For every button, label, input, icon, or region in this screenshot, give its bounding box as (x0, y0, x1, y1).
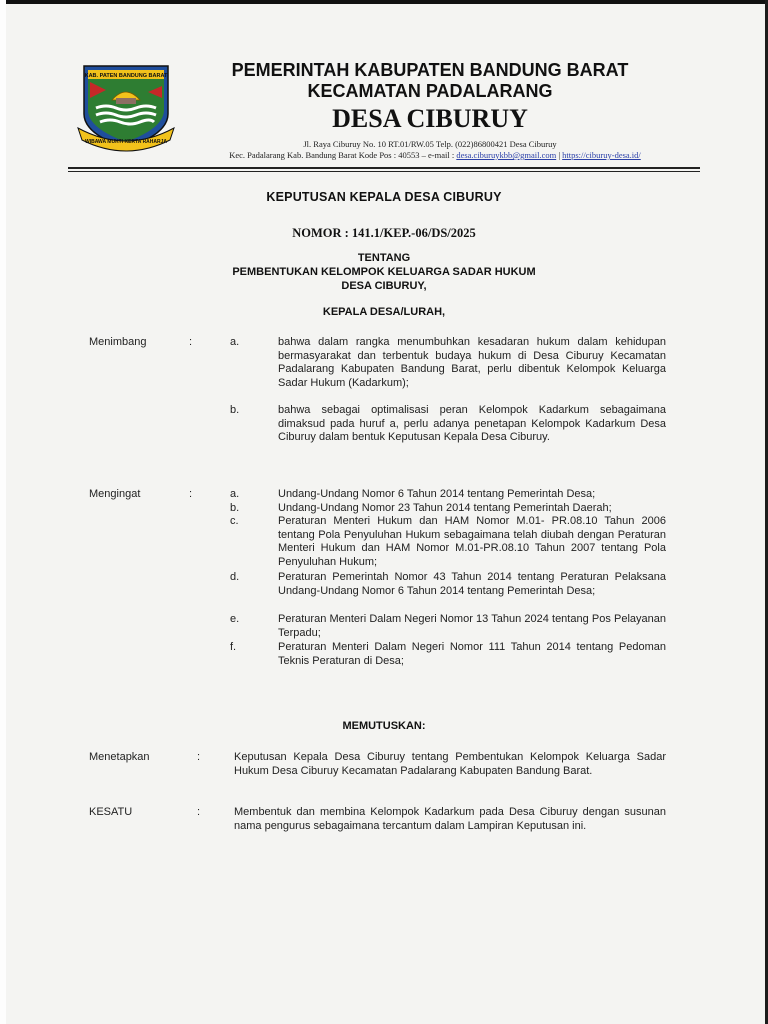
website-link[interactable]: https://ciburuy-desa.id/ (562, 150, 641, 160)
mengingat-mark-f: f. (230, 641, 237, 653)
mengingat-mark-a: a. (230, 488, 240, 500)
mengingat-mark-b: b. (230, 502, 240, 514)
mengingat-item-d: Peraturan Pemerintah Nomor 43 Tahun 2014 tentang Peraturan Pelaksana Undang-Undang Nomor 6 Tahun 2014 tentang Pemerintah Desa; (278, 571, 666, 597)
subject-line-2: DESA CIBURUY, (341, 280, 427, 292)
kesatu-label: KESATU (89, 806, 133, 818)
menimbang-mark-a: a. (230, 336, 240, 348)
decree-subject (100, 251, 668, 293)
kesatu-colon: : (197, 806, 201, 818)
address-line-1: Jl. Raya Ciburuy No. 10 RT.01/RW.05 Telp. (022)86800421 Desa Ciburuy (303, 139, 557, 149)
district-name: KECAMATAN PADALARANG (307, 81, 553, 101)
mengingat-item-c: Peraturan Menteri Hukum dan HAM Nomor M.01- PR.08.10 Tahun 2006 tentang Pola Penyuluhan Hukum sebagaimana telah diubah dengan Peraturan Menteri Hukum dan HAM Nomor M.01-PR.08.10 Tahun 2007 tentang Pola Penyuluhan Hukum; (278, 515, 666, 568)
letterhead-rule-thin (68, 171, 700, 172)
letterhead-rule-thick (68, 167, 700, 169)
menimbang-item-a: bahwa dalam rangka menumbuhkan kesadaran hukum dalam kehidupan bermasyarakat dan terbentuk budaya hukum di Desa Ciburuy Kecamatan Padalarang Kabupaten Bandung Barat, perlu dibentuk Kelompok Keluarga Sadar Hukum (Kadarkum); (278, 336, 666, 389)
logo-banner-text: WIBAWA MUKTI KERTA RAHARJA (84, 139, 168, 145)
scan-left-edge (0, 0, 6, 1024)
mengingat-item-a: Undang-Undang Nomor 6 Tahun 2014 tentang Pemerintah Desa; (278, 488, 596, 500)
menetapkan-label: Menetapkan (89, 751, 150, 763)
scan-top-edge (0, 0, 768, 4)
emblem-icon (76, 62, 176, 154)
link-separator: | (556, 150, 563, 160)
address-prefix: Kec. Padalarang Kab. Bandung Barat Kode Pos : 40553 – e-mail : (229, 150, 457, 160)
decree-number: NOMOR : 141.1/KEP.-06/DS/2025 (292, 226, 476, 240)
address-line-2 (180, 150, 690, 160)
tentang-label: TENTANG (357, 252, 411, 264)
menetapkan-text: Keputusan Kepala Desa Ciburuy tentang Pembentukan Kelompok Keluarga Sadar Hukum Desa Ciburuy Kecamatan Padalarang Kabupaten Bandung Barat. (234, 751, 666, 777)
village-name: DESA CIBURUY (332, 104, 528, 133)
menetapkan-colon: : (197, 751, 201, 763)
regency-emblem-logo (76, 62, 176, 154)
mengingat-mark-d: d. (230, 571, 240, 583)
official-title: KEPALA DESA/LURAH, (322, 306, 446, 318)
mengingat-item-e: Peraturan Menteri Dalam Negeri Nomor 13 Tahun 2024 tentang Pos Pelayanan Terpadu; (278, 613, 666, 639)
logo-top-text: KAB. PATEN BANDUNG BARAT (84, 73, 168, 79)
menimbang-mark-b: b. (230, 404, 240, 416)
mengingat-item-b: Undang-Undang Nomor 23 Tahun 2014 tentang Pemerintah Daerah; (278, 502, 612, 514)
menimbang-item-b: bahwa sebagai optimalisasi peran Kelompok Kadarkum sebagaimana dimaksud pada huruf a, perlu adanya penetapan Kelompok Kadarkum Desa Ciburuy dalam bentuk Keputusan Kepala Desa Ciburuy. (278, 404, 666, 443)
government-heading (185, 60, 675, 102)
menimbang-colon: : (189, 336, 193, 348)
mengingat-mark-c: c. (230, 515, 239, 527)
regency-name: PEMERINTAH KABUPATEN BANDUNG BARAT (231, 60, 629, 80)
mengingat-item-f: Peraturan Menteri Dalam Negeri Nomor 111 Tahun 2014 tentang Pedoman Teknis Peraturan di Desa; (278, 641, 666, 667)
mengingat-label: Mengingat (89, 488, 141, 500)
kesatu-text: Membentuk dan membina Kelompok Kadarkum pada Desa Ciburuy dengan susunan nama pengurus sebagaimana tercantum dalam Lampiran Keputusan ini. (234, 806, 666, 832)
menimbang-label: Menimbang (89, 336, 147, 348)
decree-title: KEPUTUSAN KEPALA DESA CIBURUY (266, 190, 502, 204)
mengingat-colon: : (189, 488, 193, 500)
email-link[interactable]: desa.ciburuykbb@gmail.com (456, 150, 557, 160)
subject-line-1: PEMBENTUKAN KELOMPOK KELUARGA SADAR HUKUM (232, 266, 536, 278)
mengingat-mark-e: e. (230, 613, 240, 625)
memutuskan-heading: MEMUTUSKAN: (342, 720, 426, 732)
